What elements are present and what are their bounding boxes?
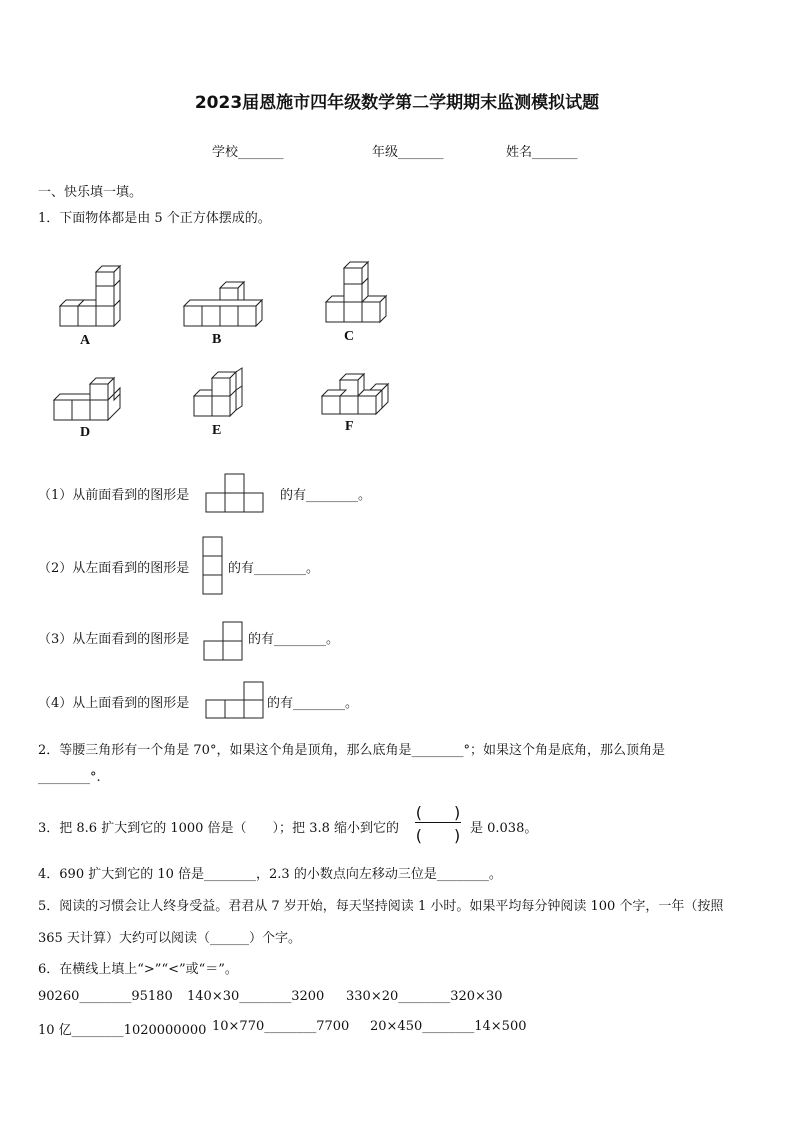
figure-label-b: B [212,332,222,347]
figure-c [322,260,392,326]
question-6-stem: 6．在横线上填上“>”“<”或“＝”。 [38,962,238,977]
subquestion-2-prompt: （2）从左面看到的图形是 [38,561,190,576]
figure-a [52,262,132,332]
fraction-blank[interactable] [411,800,465,844]
figure-f [318,370,394,418]
question-2-line-2: ________°. [38,770,101,785]
section-heading: 一、快乐填一填。 [38,185,143,200]
question-2-line-1: 2．等腰三角形有一个角是 70°，如果这个角是顶角，那么底角是________°；如果这个角是底角，那么顶角是 [38,743,665,758]
page-title: 2023届恩施市四年级数学第二学期期末监测模拟试题 [194,93,600,113]
comparison-item[interactable]: 10 亿________1020000000 [38,1023,207,1038]
subquestion-4-prompt: （4）从上面看到的图形是 [38,696,190,711]
figure-label-f: F [345,419,354,434]
comparison-item[interactable]: 140×30________3200 [187,989,325,1004]
school-field[interactable]: 学校_______ [212,145,284,160]
left-view-column-shape [202,536,224,596]
subquestion-1-answer-blank[interactable]: 的有________。 [280,488,372,503]
figure-e [190,366,250,422]
subquestion-2-answer-blank[interactable]: 的有________。 [228,561,320,576]
figure-b [180,280,270,330]
name-field[interactable]: 姓名_______ [506,145,578,160]
figure-label-d: D [80,425,91,440]
figure-label-e: E [212,423,222,438]
question-5-line-1: 5．阅读的习惯会让人终身受益。君君从 7 岁开始，每天坚持阅读 1 小时。如果平均每分钟阅读 100 个字，一年（按照 [38,899,724,914]
fraction-numerator: ( ) [415,803,461,822]
comparison-item[interactable]: 10×770________7700 [212,1019,350,1034]
question-3-tail: 是 0.038。 [470,821,538,836]
left-view-l-shape [203,621,245,663]
comparison-item[interactable]: 90260________95180 [38,989,173,1004]
question-4-text: 4．690 扩大到它的 10 倍是________，2.3 的小数点向左移动三位是________。 [38,867,502,882]
question-5-line-2: 365 天计算）大约可以阅读（______）个字。 [38,931,301,946]
comparison-item[interactable]: 20×450________14×500 [370,1019,527,1034]
figure-label-a: A [80,333,91,348]
top-view-shape [205,681,265,721]
question-3-text: 3．把 8.6 扩大到它的 1000 倍是（ ）；把 3.8 缩小到它的 [38,821,399,836]
front-view-shape [205,472,265,514]
figure-d [50,374,130,424]
grade-field[interactable]: 年级_______ [372,145,444,160]
subquestion-4-answer-blank[interactable]: 的有________。 [267,696,359,711]
fraction-denominator: ( ) [415,826,461,845]
subquestion-1-prompt: （1）从前面看到的图形是 [38,488,190,503]
question-1-stem: 1．下面物体都是由 5 个正方体摆成的。 [38,211,271,226]
comparison-item[interactable]: 330×20________320×30 [346,989,503,1004]
figure-label-c: C [344,329,355,344]
subquestion-3-answer-blank[interactable]: 的有________。 [248,632,340,647]
subquestion-3-prompt: （3）从左面看到的图形是 [38,632,190,647]
